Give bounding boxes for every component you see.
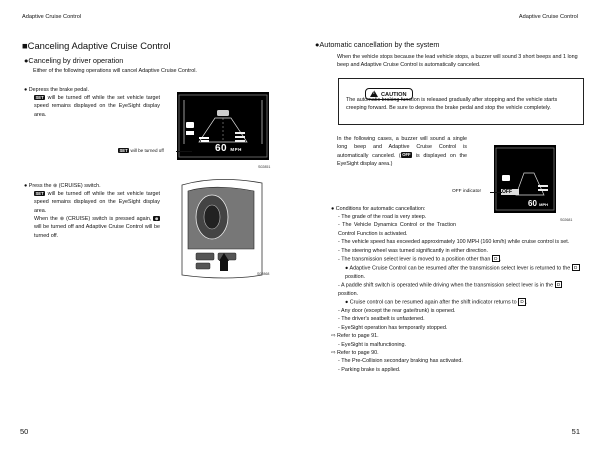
page-number-left: 50: [20, 427, 29, 436]
figure-id-1: S02851: [258, 165, 271, 169]
list-subitem: ● Cruise control can be resumed again after the shift indicator returns to D .: [345, 299, 528, 306]
bullet-dot-icon: ●: [24, 183, 28, 189]
auto-paragraph: In the following cases, a buzzer will sound a single long beep and Adaptive Cruise Control is automatically canceled. ( OFF is displayed on the EyeSight display area.): [337, 136, 467, 168]
list-item: - The vehicle speed has exceeded approximately 100 MPH (160 km/h) while cruise control is set.: [338, 239, 570, 246]
subsection-title-auto: ●Automatic cancellation by the system: [315, 40, 440, 49]
eyesight-display-2: [494, 145, 556, 213]
figure-id-2: S02868: [257, 272, 270, 276]
eyesight-display-1: [177, 92, 269, 160]
list-item: - EyeSight operation has temporarily stopped.: [338, 324, 448, 331]
off-indicator-tag: OFF: [402, 152, 411, 158]
item-cruise-text: SET will be turned off while the set vehicle target speed remains displayed on the EyeSight display area.: [34, 190, 160, 214]
item-brake-text: SET will be turned off while the set vehicle target speed remains displayed on the EyeSight display area.: [34, 94, 160, 118]
bullet-circle-icon: ●: [315, 40, 320, 49]
reference: ⇨ Refer to page 90.: [331, 350, 379, 357]
caution-heading: ! CAUTION: [365, 83, 413, 101]
running-header-left: Adaptive Cruise Control: [22, 14, 82, 20]
item-cruise-when: When the ⊛ (CRUISE) switch is pressed again, ⊛ will be turned off and Adaptive Cruise Control will be turned off.: [34, 215, 160, 239]
list-item: - EyeSight is malfunctioning.: [338, 341, 407, 348]
square-icon: ■: [22, 40, 28, 51]
list-item: - Parking brake is applied.: [338, 366, 401, 373]
conditions-title: ● Conditions for automatic cancellation:: [331, 206, 426, 212]
bullet-circle-icon: ●: [24, 56, 29, 65]
section-title: ■Canceling Adaptive Cruise Control: [22, 40, 171, 51]
bullet-dot-icon: ●: [331, 206, 335, 212]
subsection-title-driver: ●Canceling by driver operation: [24, 56, 124, 65]
set-indicator-tag: SET: [35, 94, 44, 100]
list-item: - The Pre-Collision secondary braking has activated.: [338, 358, 463, 365]
figure-id-3: S02681: [560, 218, 573, 222]
off-indicator-leader: [490, 192, 502, 193]
list-item: - The grade of the road is very steep.: [338, 214, 427, 220]
list-item: - The steering wheel was turned significantly in either direction.: [338, 247, 489, 254]
steering-switch-figure: [170, 175, 270, 285]
conditions-list: [331, 213, 582, 374]
warning-triangle-icon: !: [370, 90, 378, 97]
page-number-right: 51: [571, 427, 580, 436]
speed-readout-2: 60 MPH: [528, 199, 549, 208]
callout-leader-line: [176, 151, 192, 152]
item-brake-title: ● Depress the brake pedal.: [24, 87, 89, 93]
cruise-indicator-tag: ⊛: [154, 215, 159, 221]
caution-text: The automatic braking function is released gradually after stopping and the vehicle starts creeping forward. Be sure to depress the brake pedal and stop the vehicle completely.: [346, 97, 558, 112]
auto-intro: When the vehicle stops because the lead vehicle stops, a buzzer will sound 3 short beeps and 1 long beep and Adaptive Cruise Control is automatically canceled.: [337, 54, 578, 69]
off-indicator-label: OFF indicator: [452, 189, 482, 194]
bullet-dot-icon: ●: [24, 87, 28, 93]
cruise-switch-icon: ⊛: [53, 183, 58, 189]
list-item: - The driver's seatbelt is unfastened.: [338, 316, 425, 323]
driver-intro: Either of the following operations will cancel Adaptive Cruise Control.: [33, 68, 197, 74]
running-header-right: Adaptive Cruise Control: [518, 14, 578, 20]
caution-box: [338, 78, 584, 125]
list-item: - The transmission select lever is moved to a position other than D .: [338, 256, 502, 263]
off-tag-on-screen: OFF: [502, 189, 512, 195]
list-item: - A paddle shift switch is operated while driving when the transmission select lever is in the D position.: [338, 281, 582, 298]
list-item: - Any door (except the rear gate/trunk) is opened.: [338, 308, 456, 315]
speed-readout-1: 60 MPH: [215, 143, 242, 154]
list-subitem: ● Adaptive Cruise Control can be resumed after the transmission select lever is returned to the D position.: [338, 264, 582, 281]
cruise-switch-icon: ⊛: [59, 216, 65, 222]
list-item: - The Vehicle Dynamics Control or the Traction Control Function is activated.: [338, 222, 456, 237]
item-cruise-title: ● Press the ⊛ (CRUISE) switch.: [24, 183, 101, 189]
set-off-callout: SET will be turned off: [119, 147, 164, 153]
set-indicator-tag: SET: [35, 190, 44, 196]
reference: ⇨ Refer to page 91.: [331, 333, 379, 340]
